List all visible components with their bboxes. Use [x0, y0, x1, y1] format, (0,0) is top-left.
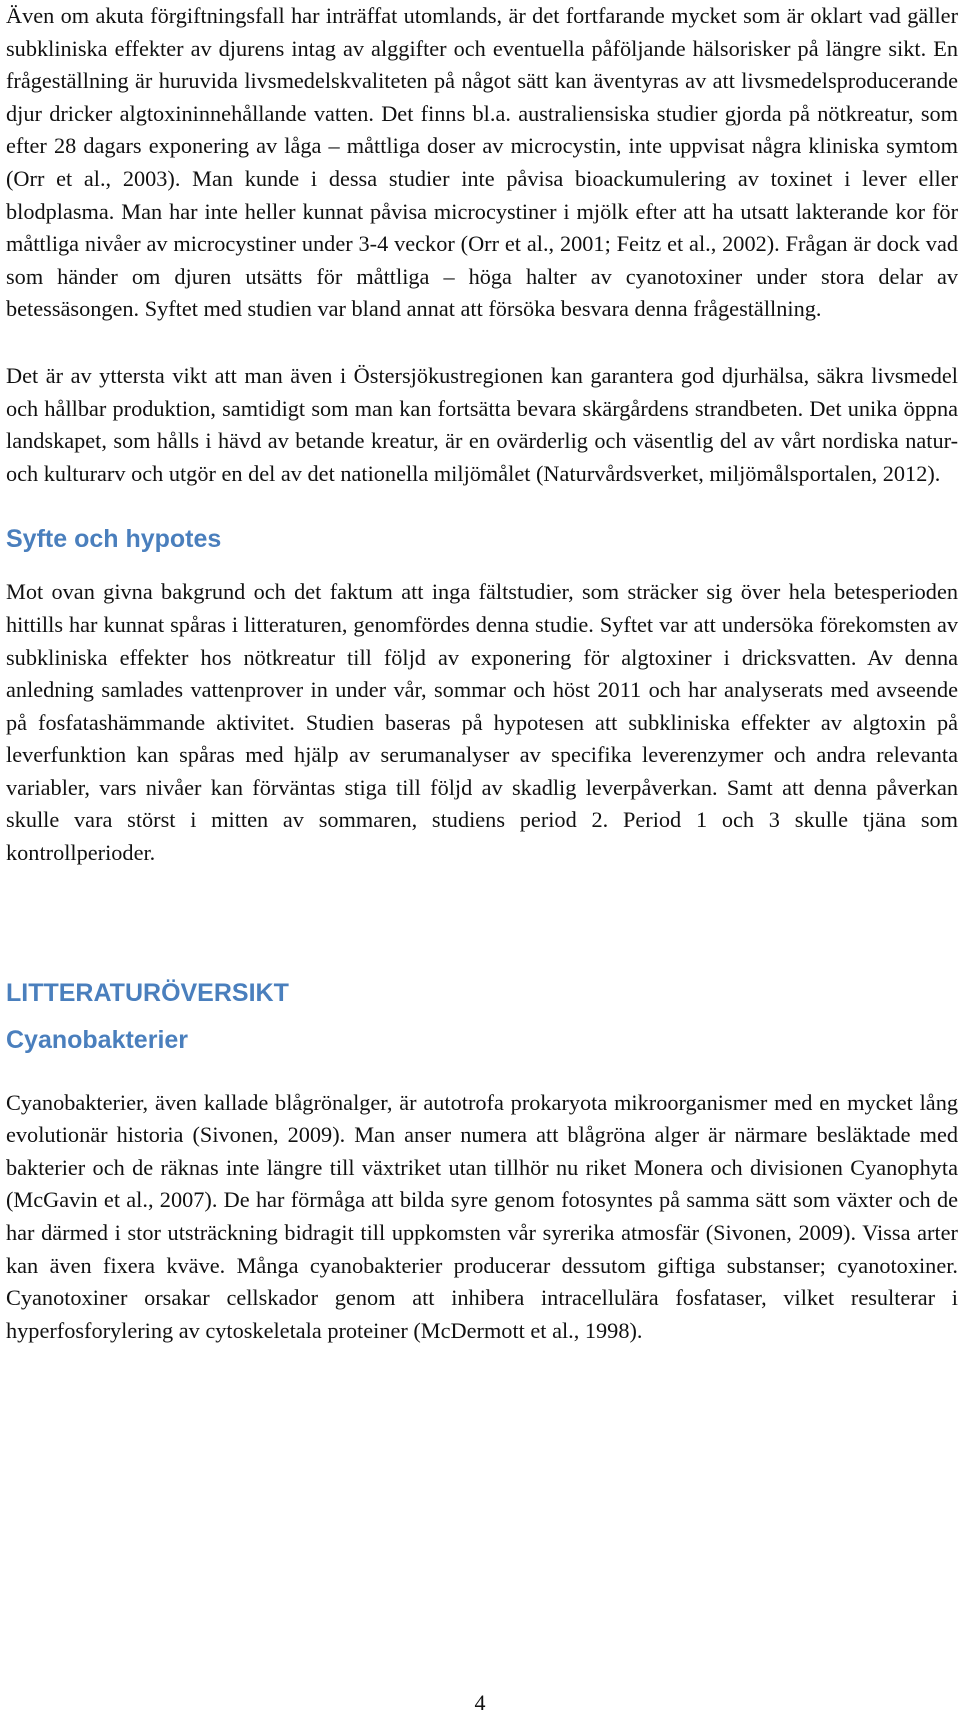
heading-litteraturoversikt: LITTERATURÖVERSIKT: [6, 978, 289, 1007]
paragraph-algae-toxin-effects: Även om akuta förgiftningsfall har inträffat utomlands, är det fortfarande mycket som är oklart vad gäller subkliniska effekter av djurens intag av alggifter och eventuella påföljande hälsorisker på längre sikt. En frågeställning är huruvida livsmedelskvaliteten på något sätt kan äventyras av att livsmedelsproducerande djur dricker algtoxininnehållande vatten. Det finns bl.a. australiensiska studier gjorda på nötkreatur, som efter 28 dagars exponering av låga – måttliga doser av microcystin, inte uppvisat några kliniska symtom (Orr et al., 2003). Man kunde i dessa studier inte påvisa bioackumulering av toxinet i lever eller blodplasma. Man har inte heller kunnat påvisa microcystiner i mjölk efter att ha utsatt lakterande kor för måttliga nivåer av microcystiner under 3-4 veckor (Orr et al., 2001; Feitz et al., 2002). Frågan är dock vad som händer om djuren utsätts för måttliga – höga halter av cyanotoxiner under stora delar av betessäsongen. Syftet med studien var bland annat att försöka besvara denna frågeställning.: [6, 3, 958, 322]
heading-cyanobakterier: Cyanobakterier: [6, 1025, 189, 1054]
paragraph-cyanobacteria: Cyanobakterier, även kallade blågrönalger, är autotrofa prokaryota mikroorganismer med en mycket lång evolutionär historia (Sivonen, 2009). Man anser numera att blågröna alger är närmare besläktade med bakterier och de räknas inte längre till växtriket utan tillhör nu riket Monera och divisionen Cyanophyta (McGavin et al., 2007). De har förmåga att bilda syre genom fotosyntes på samma sätt som växter och de har därmed i stor utsträckning bidragit till uppkomsten vår syrerika atmosfär (Sivonen, 2009). Vissa arter kan även fixera kväve. Många cyanobakterier producerar dessutom giftiga substanser; cyanotoxiner. Cyanotoxiner orsakar cellskador genom att inhibera intracellulära fosfataser, vilket resulterar i hyperfosforylering av cytoskeletala proteiner (McDermott et al., 1998).: [6, 1089, 958, 1343]
heading-syfte-och-hypotes: Syfte och hypotes: [6, 525, 222, 554]
paragraph-baltic-coast-region: Det är av yttersta vikt att man även i Östersjökustregionen kan garantera god djurhälsa, säkra livsmedel och hållbar produktion, samtidigt som man kan fortsätta bevara skärgårdens strandbeten. Det unika öppna landskapet, som hålls i hävd av betande kreatur, är en ovärderlig och väsentlig del av vårt nordiska natur- och kulturarv och utgör en del av det nationella miljömålet (Naturvårdsverket, miljömålsportalen, 2012).: [6, 362, 958, 486]
page-number: 4: [474, 1690, 486, 1715]
document-page: [6, 0, 958, 1347]
paragraph-purpose-hypothesis: Mot ovan givna bakgrund och det faktum att inga fältstudier, som sträcker sig över hela betesperioden hittills har kunnat spåras i litteraturen, genomfördes denna studie. Syftet var att undersöka förekomsten av subkliniska effekter hos nötkreatur till följd av exponering för algtoxiner i dricksvatten. Av denna anledning samlades vattenprover in under vår, sommar och höst 2011 och har analyserats med avseende på fosfatashämmande aktivitet. Studien baseras på hypotesen att subkliniska effekter av algtoxin på leverfunktion kan spåras med hjälp av serumanalyser av specifika leverenzymer och andra relevanta variabler, vars nivåer kan förväntas stiga till följd av skadlig leverpåverkan. Samt att denna påverkan skulle vara störst i mitten av sommaren, studiens period 2. Period 1 och 3 skulle tjäna som kontrollperioder.: [6, 579, 958, 866]
